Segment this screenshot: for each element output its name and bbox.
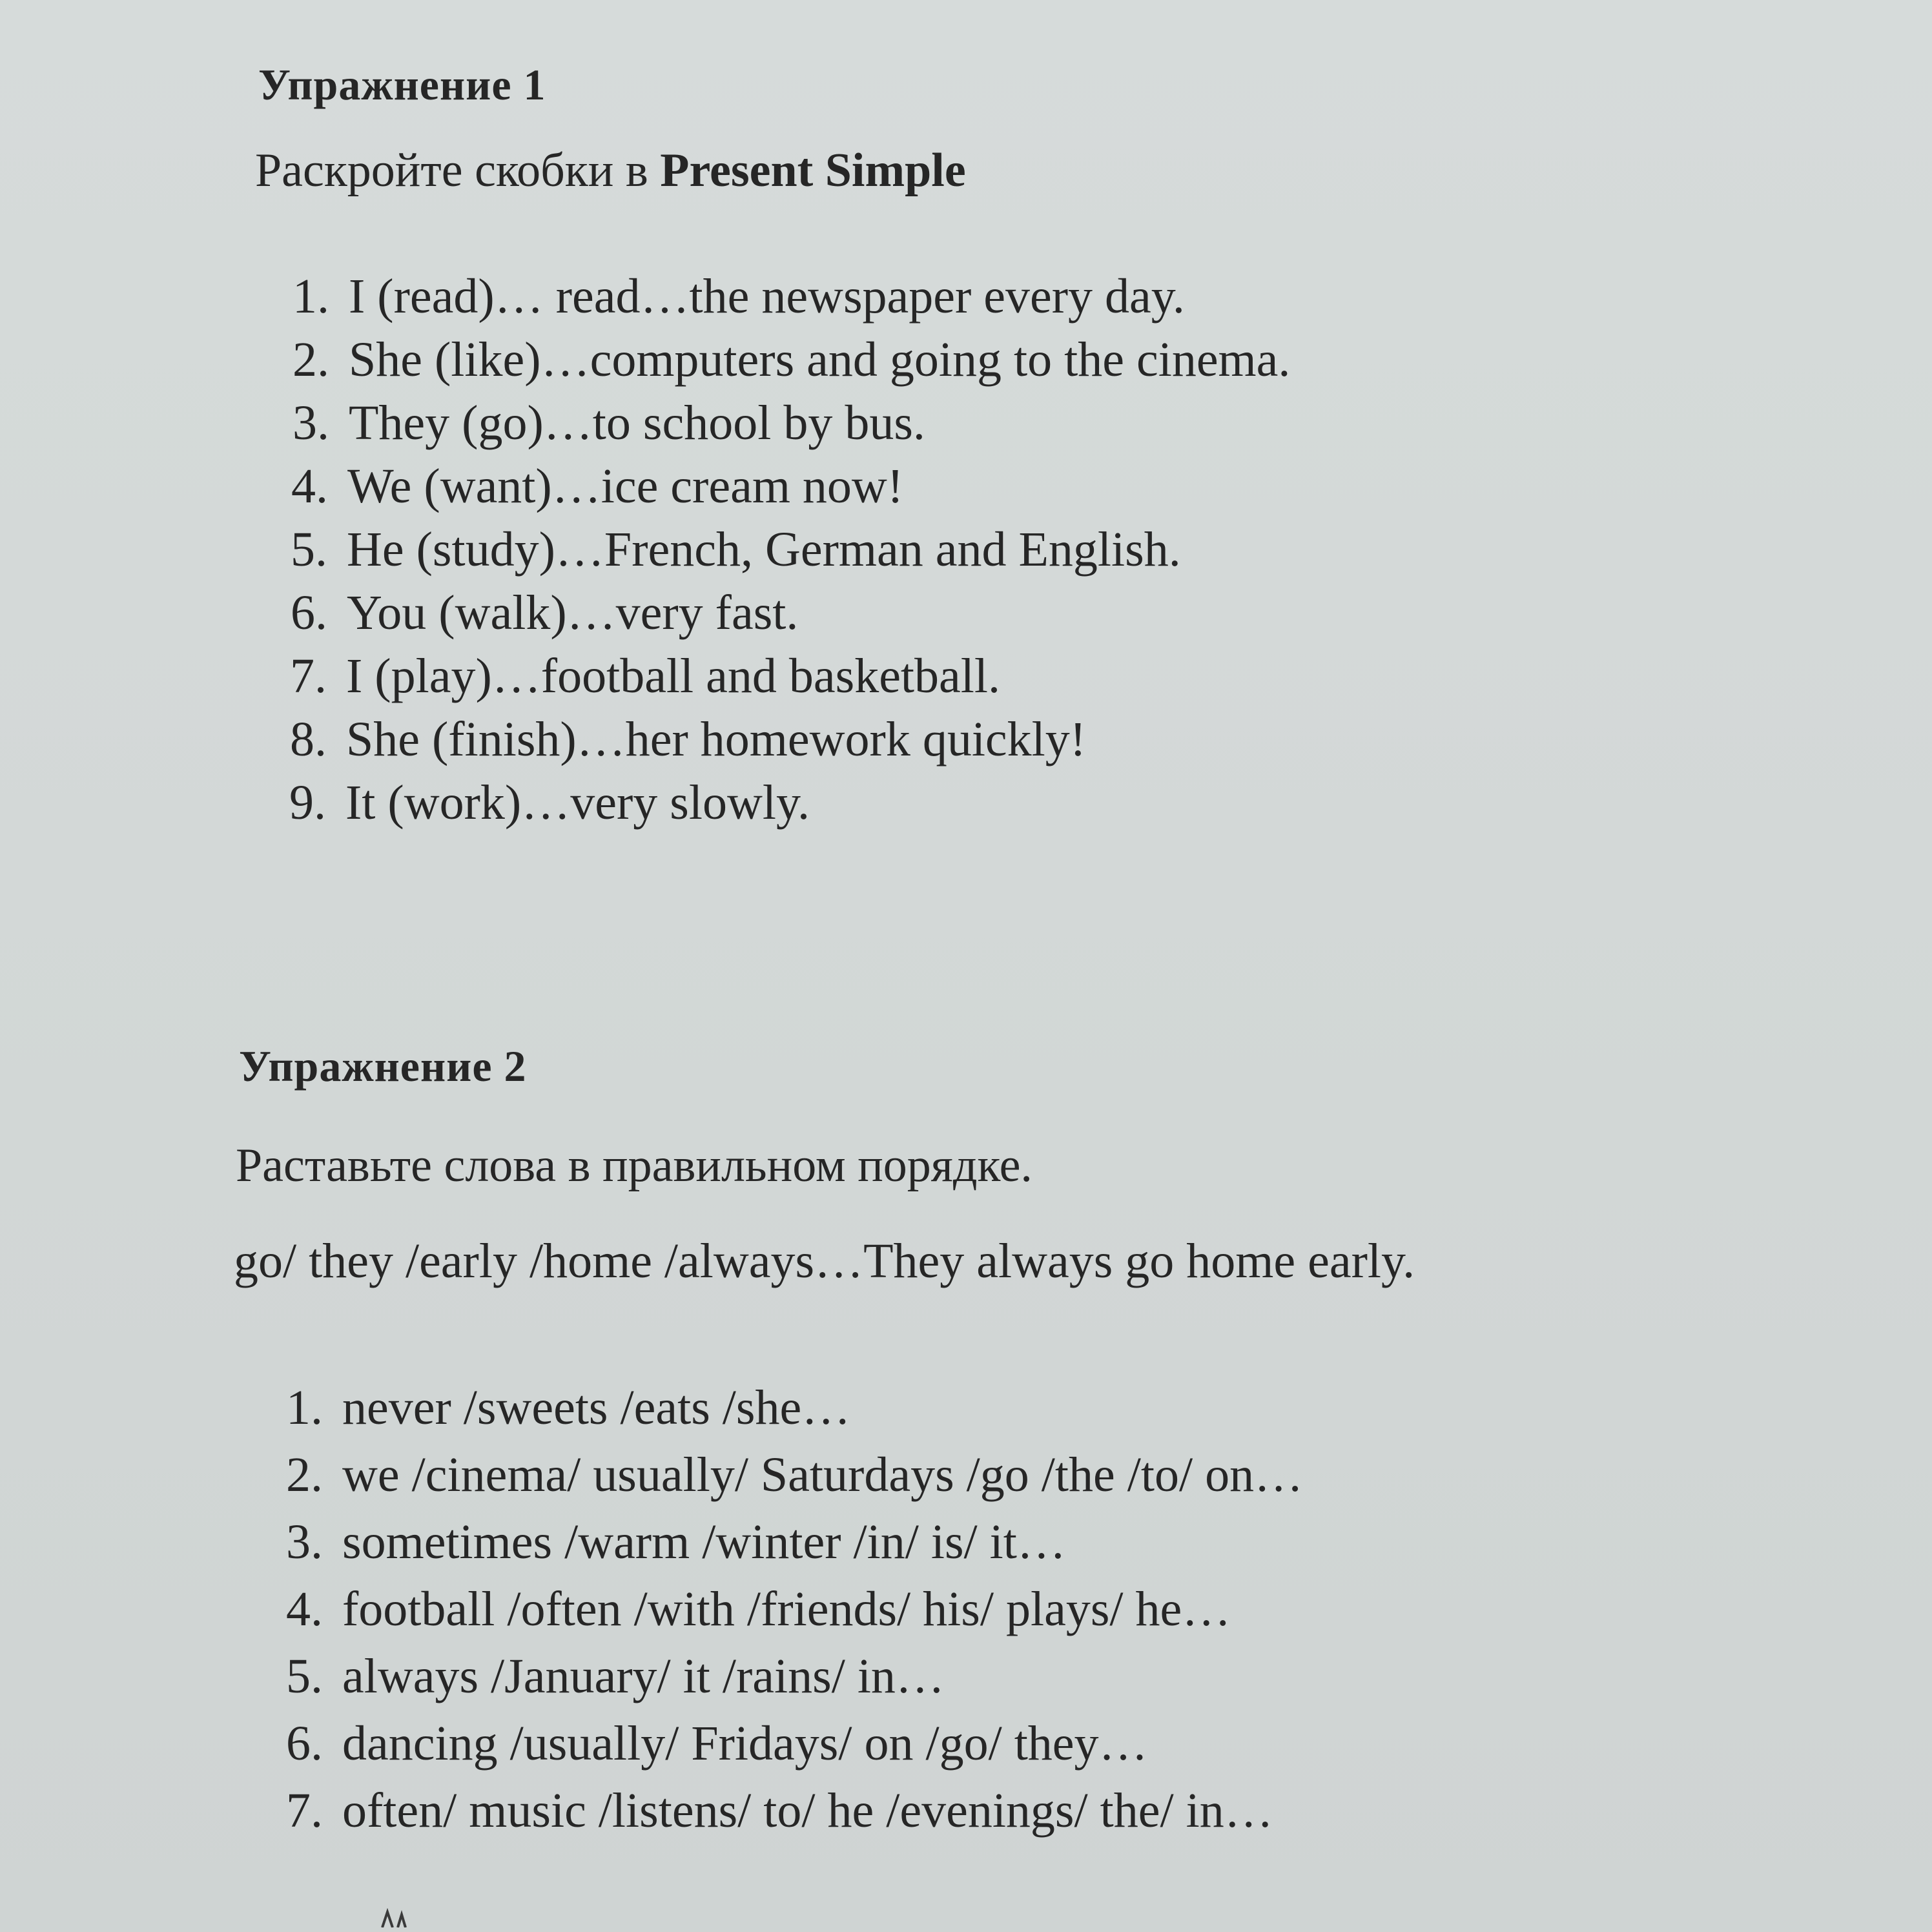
list-item	[256, 708, 1087, 771]
exercise-2-instruction: Раставьте слова в правильном порядке.	[236, 1139, 1033, 1192]
item-number: 7.	[290, 649, 327, 703]
item-text: He (study)…French, German and English.	[347, 522, 1181, 577]
exercise-1-instruction	[255, 143, 966, 198]
list-item	[256, 644, 1001, 708]
item-number: 6.	[291, 586, 327, 640]
list-item	[255, 771, 810, 834]
item-number: 6.	[286, 1716, 323, 1771]
list-item	[256, 518, 1181, 581]
exercise-1-instruction-tense: Present Simple	[660, 144, 966, 197]
item-number: 8.	[290, 712, 327, 766]
exercise-1-instruction-text: Раскройте скобки в	[255, 144, 661, 197]
item-number: 5.	[286, 1649, 323, 1703]
item-number: 4.	[286, 1582, 323, 1636]
item-text: She (finish)…her homework quickly!	[346, 712, 1087, 766]
item-text: We (want)…ice cream now!	[347, 459, 904, 513]
list-item	[257, 455, 904, 518]
item-text: It (work)…very slowly.	[345, 776, 810, 830]
item-number: 5.	[291, 522, 327, 577]
item-text: football /often /with /friends/ his/ plays/ he…	[342, 1582, 1231, 1636]
exercise-2-heading: Упражнение 2	[239, 1042, 527, 1091]
item-number: 1.	[293, 269, 329, 324]
item-number: 2.	[286, 1448, 323, 1502]
item-text: I (read)… read…the newspaper every day.	[349, 269, 1185, 324]
item-number: 2.	[293, 333, 329, 387]
item-number: 3.	[293, 396, 329, 450]
item-number: 3.	[286, 1515, 323, 1569]
exercise-1-heading: Упражнение 1	[258, 60, 546, 109]
item-text: we /cinema/ usually/ Saturdays /go /the /to/ on…	[342, 1448, 1304, 1502]
cut-off-text-fragment	[381, 1908, 407, 1927]
item-text: You (walk)…very fast.	[347, 586, 799, 640]
item-text: I (play)…football and basketball.	[346, 649, 1001, 703]
item-text: never /sweets /eats /she…	[342, 1381, 851, 1435]
item-text: They (go)…to school by bus.	[349, 396, 925, 450]
exercise-2-example: go/ they /early /home /always…They always go home early.	[234, 1234, 1415, 1288]
item-number: 4.	[291, 459, 328, 513]
item-number: 1.	[286, 1381, 323, 1435]
item-number: 9.	[289, 776, 326, 830]
item-text: often/ music /listens/ to/ he /evenings/ the/ in…	[342, 1783, 1273, 1838]
item-number: 7.	[286, 1783, 323, 1838]
item-text: sometimes /warm /winter /in/ is/ it…	[342, 1515, 1066, 1569]
item-text: She (like)…computers and going to the cinema.	[349, 333, 1291, 387]
item-text: dancing /usually/ Fridays/ on /go/ they…	[342, 1716, 1148, 1771]
item-text: always /January/ it /rains/ in…	[342, 1649, 945, 1703]
list-item	[256, 581, 799, 644]
